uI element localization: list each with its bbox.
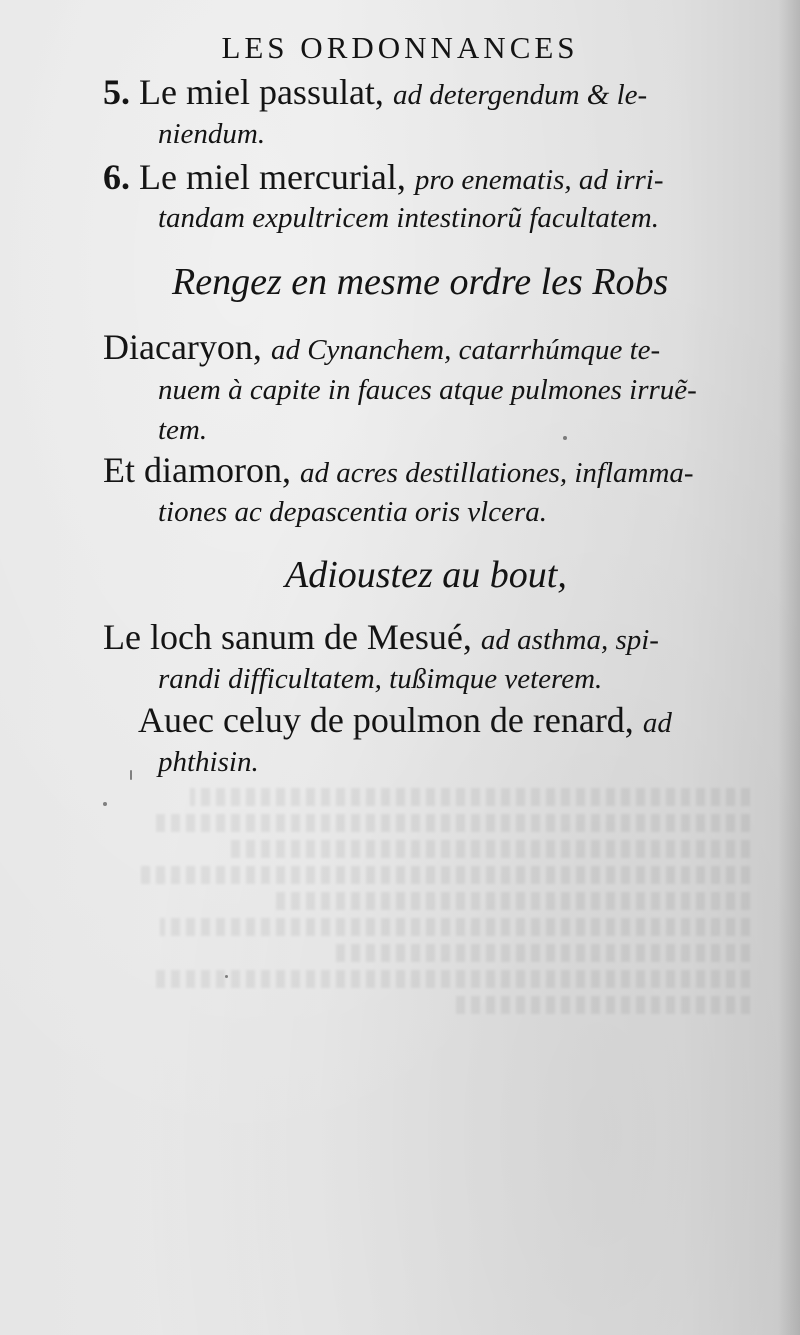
entry-5-line-1 bbox=[103, 70, 647, 117]
bout-latin: ad asthma, spi- bbox=[480, 624, 659, 656]
bout-line-4: phthisin. bbox=[158, 746, 259, 778]
entry-roman: Le miel mercurial, bbox=[139, 157, 406, 197]
robs-line-2: nuem à capite in fauces atque pulmones irruẽ- bbox=[158, 374, 697, 406]
entry-6-line-2: tandam expultricem intestinorũ facultatem. bbox=[158, 202, 659, 234]
ink-speck bbox=[103, 802, 107, 806]
bout-line-1 bbox=[103, 615, 659, 662]
robs-latin: ad acres destillationes, inflamma- bbox=[299, 457, 694, 489]
entry-5-line-2: niendum. bbox=[158, 118, 266, 150]
entry-roman: Le miel passulat, bbox=[139, 72, 384, 112]
entry-latin: ad detergendum & le- bbox=[392, 79, 648, 111]
ink-speck bbox=[563, 436, 567, 440]
robs-line-1 bbox=[103, 325, 660, 372]
running-head: LES ORDONNANCES bbox=[221, 30, 579, 65]
robs-latin: ad Cynanchem, catarrhúmque te- bbox=[270, 334, 661, 366]
section-heading-robs: Rengez en mesme ordre les Robs bbox=[172, 261, 669, 303]
show-through-text bbox=[110, 780, 750, 1140]
bout-roman: Le loch sanum de Mesué, bbox=[103, 617, 472, 657]
entry-number: 6. bbox=[103, 157, 130, 197]
bout-line-2: randi difficultatem, tußimque veterem. bbox=[158, 663, 603, 695]
bout-roman: Auec celuy de poulmon de renard, bbox=[138, 700, 634, 740]
robs-line-3: tem. bbox=[158, 414, 208, 446]
section-heading-bout: Adioustez au bout, bbox=[285, 554, 567, 596]
page-gutter-shadow bbox=[778, 0, 800, 1335]
entry-latin: pro enematis, ad irri- bbox=[414, 164, 664, 196]
robs-roman: Et diamoron, bbox=[103, 450, 291, 490]
ink-speck bbox=[225, 975, 228, 978]
robs-line-4 bbox=[103, 448, 694, 495]
ink-speck bbox=[130, 770, 132, 780]
entry-number: 5. bbox=[103, 72, 130, 112]
robs-line-5: tiones ac depascentia oris vlcera. bbox=[158, 496, 547, 528]
entry-6-line-1 bbox=[103, 155, 664, 202]
bout-line-3 bbox=[138, 698, 672, 745]
bout-latin: ad bbox=[642, 707, 672, 739]
robs-roman: Diacaryon, bbox=[103, 327, 262, 367]
